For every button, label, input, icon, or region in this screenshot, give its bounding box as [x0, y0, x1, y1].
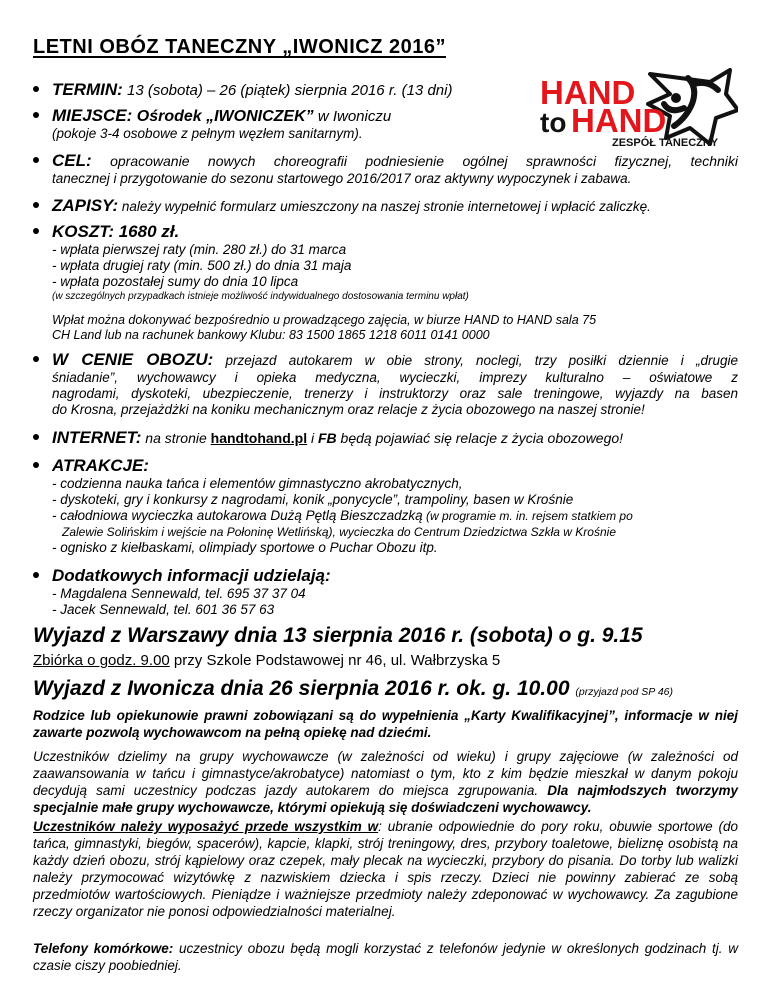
kontakt-line-2: - Jacek Sennewald, tel. 601 36 57 63: [52, 602, 275, 617]
koszt-line-1: - wpłata pierwszej raty (min. 280 zł.) do 31 marca: [52, 242, 347, 257]
wcenie-text-3: nagrodami, dyskoteki, ubezpieczenie, trenerzy i instruktorzy oraz sale treningowe, wyjazdy na basen: [52, 386, 738, 401]
atrakcje-line-5: - ognisko z kiełbaskami, olimpiady sportowe o Puchar Obozu itp.: [52, 540, 438, 555]
groups-paragraph: [33, 748, 738, 816]
section-kontakt: [33, 566, 738, 618]
termin-text: 13 (sobota) – 26 (piątek) sierpnia 2016 r. (13 dni): [122, 82, 453, 99]
wcenie-text-2: śniadanie”, wychowawcy i opieka medyczna, wycieczki, imprezy kulturalno – oświatowe z: [52, 370, 738, 385]
section-internet: [33, 428, 738, 448]
bullet-icon: [33, 202, 39, 208]
bullet-icon: [33, 356, 39, 362]
website-link[interactable]: handtohand.pl: [210, 430, 308, 446]
meeting-place: przy Szkole Podstawowej nr 46, ul. Wałbrzyska 5: [169, 652, 501, 669]
atrakcje-line-3-note: (w programie m. in. rejsem statkiem po: [422, 509, 633, 523]
atrakcje-line-3: - całodniowa wycieczka autokarowa Dużą Pętlą Bieszczadzką: [52, 508, 423, 523]
bullet-icon: [33, 112, 39, 118]
bullet-icon: [33, 157, 39, 163]
wcenie-label: W CENIE OBOZU:: [52, 350, 214, 369]
internet-text-3: będą pojawiać się relacje z życia obozowego!: [336, 430, 624, 446]
bullet-icon: [33, 86, 39, 92]
internet-label: INTERNET:: [52, 428, 142, 447]
logo-word-hand-2: HAND: [571, 102, 667, 139]
equipment-paragraph: [33, 818, 738, 920]
document-title: LETNI OBÓZ TANECZNY „IWONICZ 2016”: [33, 36, 446, 58]
logo-word-to: to: [540, 107, 567, 138]
meeting-time: Zbiórka o godz. 9.00: [33, 652, 170, 669]
logo-subtitle: ZESPÓŁ TANECZNY: [612, 137, 719, 148]
bullet-icon: [33, 462, 39, 468]
miejsce-text: w Iwoniczu: [313, 108, 392, 125]
internet-text-1: na stronie: [141, 430, 211, 446]
zapisy-text: należy wypełnić formularz umieszczony na naszej stronie internetowej i wpłacić zaliczkę.: [118, 199, 651, 214]
equipment-text: : ubranie odpowiednie do pory roku, obuwie sportowe (do tańca, gimnastyki, biegów, spacerów), kapcie, klapki, strój treningowy, dres, przybory toaletowe, bieliznę osobistą na każdy dzień obozu, strój kąpielowy oraz czepek, mały plecak na wycieczki, przybory do pisania. Do torby lub walizki należy przymocować wizytówkę z nazwiskiem dziecka i spis rzeczy. Dzieci nie powinny zabierać ze sobą przedmiotów wartościowych. Pieniądze i ważniejsze przedmioty należy zdeponować w wychowawcy. Za zagubione rzeczy organizator nie ponosi odpowiedzialności materialnej.: [33, 819, 738, 919]
phones-text: uczestnicy obozu będą mogli korzystać z telefonów jedynie w określonych godzinach tj. w czasie ciszy poobiedniej.: [33, 941, 738, 973]
bullet-icon: [33, 434, 39, 440]
facebook-label: FB: [318, 430, 337, 446]
cel-text-1: opracowanie nowych choreografii podniesienie ogólnej sprawności fizycznej, techniki: [91, 153, 738, 169]
internet-text-2: i: [307, 430, 318, 446]
groups-bold-text: Dla najmłodszych tworzymy specjalnie małe grupy wychowawcze, którymi opiekują się doświadczeni wychowawcy.: [33, 783, 738, 815]
section-w-cenie: [33, 350, 738, 418]
koszt-line-3: - wpłata pozostałej sumy do dnia 10 lipca: [52, 274, 299, 289]
section-miejsce: [33, 106, 738, 142]
section-cel: [33, 151, 738, 187]
departure-iwonicz: [33, 677, 673, 701]
cel-text-2: tanecznej i przygotowanie do sezonu startowego 2016/2017 oraz aktywny wypoczynek i zabawa.: [52, 171, 632, 186]
kontakt-line-1: - Magdalena Sennewald, tel. 695 37 37 04: [52, 586, 306, 601]
phones-label: Telefony komórkowe:: [33, 941, 174, 956]
atrakcje-line-4: Zalewie Solińskim i wejście na Połoninę Wetlińską), wycieczka do Centrum Dziedzictwa Szkła w Krośnie: [62, 525, 616, 539]
payment-line-2: CH Land lub na rachunek bankowy Klubu: 83 1500 1865 1218 6011 0141 0000: [52, 328, 490, 342]
section-termin: [33, 80, 738, 100]
miejsce-label: MIEJSCE:: [52, 106, 133, 125]
section-zapisy: [33, 196, 738, 216]
payment-info: [52, 313, 738, 343]
kontakt-label: Dodatkowych informacji udzielają:: [52, 566, 331, 585]
miejsce-sub: (pokoje 3-4 osobowe z pełnym węzłem sanitarnym).: [52, 126, 363, 141]
zapisy-label: ZAPISY:: [52, 196, 119, 215]
parents-notice: Rodzice lub opiekunowie prawni zobowiązani są do wypełnienia „Karty Kwalifikacyjnej”, informacje w niej zawarte pozwolą wychowawcom na pełną opiekę nad dziećmi.: [33, 708, 738, 740]
cel-label: CEL:: [52, 151, 92, 170]
groups-text: Uczestników dzielimy na grupy wychowawcze (w zależności od wieku) i grupy zajęciowe (w zależności od zaawansowania w tańcu i gimnastyce/akrobatyce) natomiast o tym, kto z kim będzie mieszkał w danym pokoju decydują sami uczestnicy podczas jazdy autokarem do miejsca zgrupowania.: [33, 749, 738, 798]
section-atrakcje: [33, 456, 738, 556]
departure-iwonicz-note: (przyjazd pod SP 46): [575, 686, 674, 698]
bullet-icon: [33, 228, 39, 234]
bullet-icon: [33, 572, 39, 578]
equipment-lead: Uczestników należy wyposażyć przede wszystkim w: [33, 819, 379, 834]
departure-warsaw: Wyjazd z Warszawy dnia 13 sierpnia 2016 r. (sobota) o g. 9.15: [33, 624, 643, 647]
logo-word-hand: HAND: [540, 74, 636, 111]
atrakcje-label: ATRAKCJE:: [52, 456, 149, 475]
miejsce-name: Ośrodek „IWONICZEK”: [132, 108, 314, 125]
atrakcje-line-1: - codzienna nauka tańca i elementów gimnastyczno akrobatycznych,: [52, 476, 463, 491]
koszt-note: (w szczególnych przypadkach istnieje możliwość indywidualnego dostosowania terminu wpłat): [52, 291, 469, 302]
termin-label: TERMIN:: [52, 80, 123, 99]
koszt-line-2: - wpłata drugiej raty (min. 500 zł.) do dnia 31 maja: [52, 258, 352, 273]
atrakcje-line-2: - dyskoteki, gry i konkursy z nagrodami, konik „ponycycle”, trampoliny, basen w Krośnie: [52, 492, 574, 507]
phones-paragraph: [33, 940, 738, 974]
wcenie-text-4: do Krosna, przejażdżki na koniku mechanicznym oraz relacje z życia obozowego na naszej stronie!: [52, 402, 645, 417]
meeting-point: [33, 652, 500, 669]
section-koszt: [33, 222, 738, 303]
payment-line-1: Wpłat można dokonywać bezpośrednio u prowadzącego zajęcia, w biurze HAND to HAND sala 75: [52, 313, 597, 327]
departure-iwonicz-text: Wyjazd z Iwonicza dnia 26 sierpnia 2016 r. ok. g. 10.00: [33, 677, 570, 700]
koszt-label: KOSZT: 1680 zł.: [52, 222, 180, 241]
wcenie-text-1: przejazd autokarem w obie strony, noclegi, trzy posiłki dziennie i „drugie: [213, 353, 738, 368]
